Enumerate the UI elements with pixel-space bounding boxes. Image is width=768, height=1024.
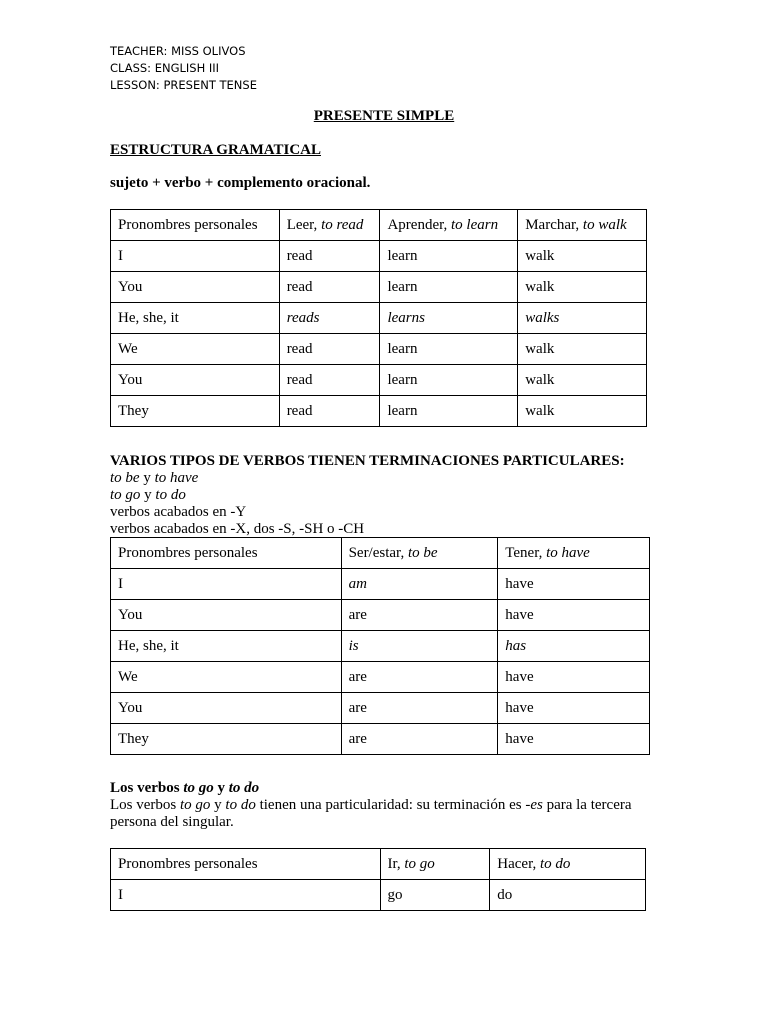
- structure-heading: ESTRUCTURA GRAMATICAL: [110, 142, 321, 158]
- table-row: [111, 600, 650, 631]
- verb-types-line: to go y to do: [110, 487, 186, 503]
- header-cell: Ser/estar, to be: [341, 538, 498, 569]
- teacher-line: TEACHER: MISS OLIVOS: [110, 44, 246, 58]
- table-row: [111, 569, 650, 600]
- table-cell: read: [279, 272, 380, 303]
- table-cell: He, she, it: [111, 631, 342, 662]
- table-header-row: [111, 849, 646, 880]
- table-row: [111, 241, 647, 272]
- table-cell: I: [111, 880, 381, 911]
- table-cell: walk: [518, 272, 647, 303]
- go-do-section: [110, 780, 655, 831]
- table-cell: am: [341, 569, 498, 600]
- table-cell: learn: [380, 396, 518, 427]
- table-cell: walk: [518, 396, 647, 427]
- table-cell: You: [111, 365, 280, 396]
- verb-types-line: verbos acabados en -X, dos -S, -SH o -CH: [110, 521, 365, 537]
- verb-types-line: verbos acabados en -Y: [110, 504, 247, 520]
- verb-types-heading: VARIOS TIPOS DE VERBOS TIENEN TERMINACIONES PARTICULARES:: [110, 453, 625, 469]
- lesson-line: LESSON: PRESENT TENSE: [110, 78, 257, 92]
- table-cell: have: [498, 693, 650, 724]
- table-row: [111, 693, 650, 724]
- grammar-formula: sujeto + verbo + complemento oracional.: [110, 175, 371, 191]
- verb-types-line: to be y to have: [110, 470, 199, 486]
- verbs-table-go-do: [110, 848, 646, 911]
- table-cell: learn: [380, 272, 518, 303]
- header-cell: Pronombres personales: [111, 210, 280, 241]
- table-cell: They: [111, 396, 280, 427]
- page-title: PRESENTE SIMPLE: [313, 108, 455, 124]
- table-cell: He, she, it: [111, 303, 280, 334]
- table-cell: are: [341, 724, 498, 755]
- header-cell: Marchar, to walk: [518, 210, 647, 241]
- table-cell: read: [279, 241, 380, 272]
- table-cell: We: [111, 662, 342, 693]
- table-cell: is: [341, 631, 498, 662]
- table-cell: They: [111, 724, 342, 755]
- table-cell: reads: [279, 303, 380, 334]
- class-line: CLASS: ENGLISH III: [110, 61, 220, 75]
- table-row: [111, 272, 647, 303]
- table-cell: learn: [380, 365, 518, 396]
- table-header-row: [111, 210, 647, 241]
- table-row: [111, 365, 647, 396]
- table-cell: You: [111, 693, 342, 724]
- table-row: [111, 880, 646, 911]
- verb-types-section: [110, 453, 625, 538]
- table-cell: do: [490, 880, 646, 911]
- table-row: [111, 396, 647, 427]
- table-cell: read: [279, 396, 380, 427]
- table-cell: I: [111, 569, 342, 600]
- table-cell: walk: [518, 334, 647, 365]
- header-cell: Hacer, to do: [490, 849, 646, 880]
- go-do-heading: Los verbos to go y to do: [110, 780, 260, 796]
- document-header: [110, 43, 257, 94]
- table-cell: have: [498, 662, 650, 693]
- go-do-paragraph: Los verbos to go y to do tienen una particularidad: su terminación es -es para la tercera persona del singular.: [110, 797, 632, 830]
- table-cell: I: [111, 241, 280, 272]
- table-cell: are: [341, 600, 498, 631]
- table-cell: learn: [380, 334, 518, 365]
- table-cell: have: [498, 600, 650, 631]
- table-cell: are: [341, 693, 498, 724]
- table-cell: You: [111, 600, 342, 631]
- table-cell: learn: [380, 241, 518, 272]
- verbs-table-regular: [110, 209, 647, 427]
- header-cell: Pronombres personales: [111, 538, 342, 569]
- header-cell: Ir, to go: [380, 849, 490, 880]
- table-row: [111, 724, 650, 755]
- table-cell: walk: [518, 241, 647, 272]
- table-row: [111, 662, 650, 693]
- table-cell: have: [498, 724, 650, 755]
- table-cell: have: [498, 569, 650, 600]
- table-cell: has: [498, 631, 650, 662]
- header-cell: Leer, to read: [279, 210, 380, 241]
- table-cell: read: [279, 365, 380, 396]
- table-cell: are: [341, 662, 498, 693]
- header-cell: Tener, to have: [498, 538, 650, 569]
- table-cell: go: [380, 880, 490, 911]
- table-cell: read: [279, 334, 380, 365]
- header-cell: Aprender, to learn: [380, 210, 518, 241]
- table-cell: We: [111, 334, 280, 365]
- table-cell: walks: [518, 303, 647, 334]
- table-cell: You: [111, 272, 280, 303]
- table-cell: learns: [380, 303, 518, 334]
- table-header-row: [111, 538, 650, 569]
- verbs-table-be-have: [110, 537, 650, 755]
- header-cell: Pronombres personales: [111, 849, 381, 880]
- table-row: [111, 303, 647, 334]
- table-cell: walk: [518, 365, 647, 396]
- table-row: [111, 631, 650, 662]
- table-row: [111, 334, 647, 365]
